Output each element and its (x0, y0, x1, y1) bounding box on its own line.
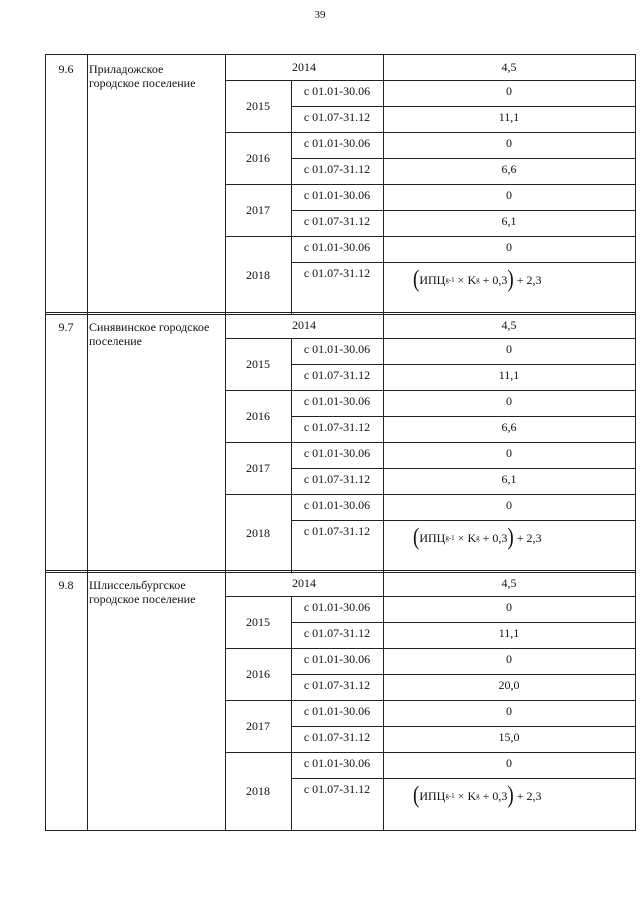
period-label: с 01.01-30.06 (303, 498, 371, 512)
formula-plus: + 0,3 (479, 272, 508, 287)
formula-open-paren: ( (413, 781, 420, 809)
period-value: 6,1 (501, 214, 517, 228)
formula-open-paren: ( (413, 265, 420, 293)
formula-close-paren: ) (507, 265, 514, 293)
table-border (45, 570, 46, 830)
period-label: с 01.07-31.12 (303, 420, 371, 434)
formula-k-subscript: g (476, 534, 480, 542)
year-label: 2016 (246, 151, 270, 165)
period-label: с 01.07-31.12 (303, 524, 371, 538)
period-value: 0 (506, 704, 512, 718)
table-border (45, 830, 636, 831)
table-border (225, 338, 635, 339)
formula-open-paren: ( (413, 523, 420, 551)
table-border (291, 520, 635, 521)
base-year: 2014 (292, 60, 316, 74)
period-label: с 01.01-30.06 (303, 756, 371, 770)
table-border (635, 570, 636, 830)
base-year: 2014 (292, 576, 316, 590)
period-label: с 01.01-30.06 (303, 188, 371, 202)
base-value: 4,5 (501, 318, 517, 332)
table-border (291, 158, 635, 159)
period-label: с 01.01-30.06 (303, 84, 371, 98)
year-label: 2018 (246, 784, 270, 798)
period-value: 0 (506, 756, 512, 770)
table-border (635, 54, 636, 314)
year-label: 2015 (246, 357, 270, 371)
table-border (225, 700, 635, 701)
period-label: с 01.01-30.06 (303, 240, 371, 254)
table-border (291, 726, 635, 727)
formula-times-k: × K (454, 530, 477, 545)
settlement-name: Приладожское городское поселение (89, 62, 196, 90)
table-border (225, 184, 635, 185)
formula-close-paren: ) (507, 523, 514, 551)
formula-close-paren: ) (507, 781, 514, 809)
period-label: с 01.07-31.12 (303, 368, 371, 382)
formula-tail: + 2,3 (513, 272, 542, 287)
table-border (45, 312, 46, 572)
table-border (291, 210, 635, 211)
period-label: с 01.01-30.06 (303, 136, 371, 150)
table-border (225, 390, 635, 391)
table-border (87, 54, 88, 314)
table-border (45, 312, 635, 313)
tariff-formula (413, 523, 542, 551)
period-value: 0 (506, 446, 512, 460)
base-year: 2014 (292, 318, 316, 332)
period-label: с 01.01-30.06 (303, 394, 371, 408)
year-label: 2017 (246, 719, 270, 733)
period-value: 6,1 (501, 472, 517, 486)
period-value: 11,1 (498, 368, 520, 382)
formula-plus: + 0,3 (479, 788, 508, 803)
settlement-name: Синявинское городское поселение (89, 320, 210, 348)
period-label: с 01.07-31.12 (303, 214, 371, 228)
table-section (45, 54, 635, 314)
table-border (225, 648, 635, 649)
period-value: 11,1 (498, 626, 520, 640)
table-border (45, 54, 635, 55)
period-label: с 01.01-30.06 (303, 600, 371, 614)
period-value: 0 (506, 652, 512, 666)
formula-times-k: × K (454, 788, 477, 803)
period-value: 0 (506, 498, 512, 512)
period-value: 6,6 (501, 162, 517, 176)
formula-ipc: ИПЦ (419, 272, 446, 287)
period-value: 15,0 (498, 730, 520, 744)
period-value: 0 (506, 342, 512, 356)
table-border (291, 468, 635, 469)
base-value: 4,5 (501, 60, 517, 74)
table-border (45, 54, 46, 314)
period-value: 0 (506, 84, 512, 98)
table-border (291, 106, 635, 107)
period-value: 6,6 (501, 420, 517, 434)
period-label: с 01.07-31.12 (303, 730, 371, 744)
table-border (87, 570, 88, 830)
period-label: с 01.07-31.12 (303, 626, 371, 640)
period-value: 11,1 (498, 110, 520, 124)
table-border (291, 674, 635, 675)
tariff-formula (413, 265, 542, 293)
table-border (225, 596, 635, 597)
period-label: с 01.01-30.06 (303, 446, 371, 460)
year-label: 2016 (246, 667, 270, 681)
table-border (225, 80, 635, 81)
table-border (291, 416, 635, 417)
table-border (291, 364, 635, 365)
formula-ipc-subscript: g-1 (445, 792, 455, 800)
settlement-name: Шлиссельбургское городское поселение (89, 578, 196, 606)
table-section (45, 570, 635, 830)
table-border (225, 236, 635, 237)
period-label: с 01.07-31.12 (303, 110, 371, 124)
period-value: 0 (506, 136, 512, 150)
page-number: 39 (314, 9, 326, 21)
section-number: 9.6 (58, 62, 74, 76)
formula-k-subscript: g (476, 792, 480, 800)
period-value: 20,0 (498, 678, 520, 692)
formula-tail: + 2,3 (513, 788, 542, 803)
period-label: с 01.01-30.06 (303, 342, 371, 356)
table-border (635, 312, 636, 572)
year-label: 2015 (246, 99, 270, 113)
section-number: 9.7 (58, 320, 74, 334)
formula-ipc-subscript: g-1 (445, 276, 455, 284)
base-value: 4,5 (501, 576, 517, 590)
table-border (291, 262, 635, 263)
year-label: 2015 (246, 615, 270, 629)
formula-ipc: ИПЦ (419, 788, 446, 803)
year-label: 2016 (246, 409, 270, 423)
year-label: 2018 (246, 268, 270, 282)
table-border (225, 494, 635, 495)
period-label: с 01.07-31.12 (303, 782, 371, 796)
table-border (291, 778, 635, 779)
table-border (225, 442, 635, 443)
period-value: 0 (506, 188, 512, 202)
table-border (225, 132, 635, 133)
period-label: с 01.07-31.12 (303, 472, 371, 486)
period-label: с 01.07-31.12 (303, 162, 371, 176)
formula-tail: + 2,3 (513, 530, 542, 545)
table-border (87, 312, 88, 572)
year-label: 2017 (246, 461, 270, 475)
formula-ipc: ИПЦ (419, 530, 446, 545)
period-label: с 01.01-30.06 (303, 652, 371, 666)
period-value: 0 (506, 394, 512, 408)
period-label: с 01.01-30.06 (303, 704, 371, 718)
formula-k-subscript: g (476, 276, 480, 284)
period-label: с 01.07-31.12 (303, 266, 371, 280)
table-section (45, 312, 635, 572)
table-border (45, 570, 635, 571)
section-number: 9.8 (58, 578, 74, 592)
tariff-formula (413, 781, 542, 809)
period-label: с 01.07-31.12 (303, 678, 371, 692)
table-border (225, 752, 635, 753)
formula-times-k: × K (454, 272, 477, 287)
period-value: 0 (506, 600, 512, 614)
year-label: 2018 (246, 526, 270, 540)
formula-ipc-subscript: g-1 (445, 534, 455, 542)
formula-plus: + 0,3 (479, 530, 508, 545)
year-label: 2017 (246, 203, 270, 217)
table-border (291, 622, 635, 623)
period-value: 0 (506, 240, 512, 254)
